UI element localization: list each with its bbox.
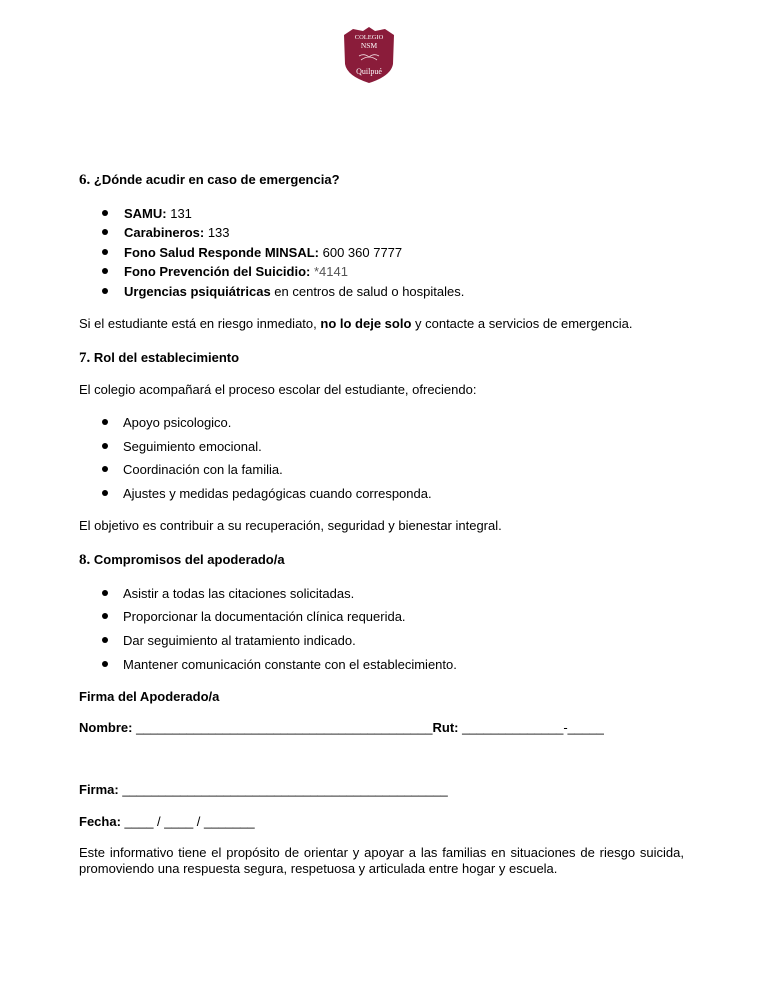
list-item: Seguimiento emocional.	[123, 439, 262, 454]
emergency-item-carabineros	[124, 225, 230, 241]
emergency-label: Fono Salud Responde MINSAL:	[124, 245, 319, 260]
bullet-icon	[102, 466, 108, 472]
bullet-icon	[102, 661, 108, 667]
nombre-field[interactable]: _________________________________________	[132, 720, 433, 735]
section-7-number: 7.	[79, 350, 91, 366]
nombre-rut-line	[79, 720, 604, 736]
signature-title: Firma del Apoderado/a	[79, 689, 220, 704]
firma-label: Firma:	[79, 782, 119, 797]
nombre-label: Nombre:	[79, 720, 133, 735]
list-item: Dar seguimiento al tratamiento indicado.	[123, 633, 356, 648]
bullet-icon	[102, 288, 108, 294]
fecha-line	[79, 814, 255, 830]
section-6-title: ¿Dónde acudir en caso de emergencia?	[93, 172, 340, 187]
note-text: Si el estudiante está en riesgo inmediato,	[79, 316, 321, 331]
bullet-icon	[102, 229, 108, 235]
section-7-outro: El objetivo es contribuir a su recuperación, seguridad y bienestar integral.	[79, 518, 502, 533]
list-item: Proporcionar la documentación clínica requerida.	[123, 609, 406, 624]
emergency-label: Fono Prevención del Suicidio:	[124, 264, 311, 279]
fecha-label: Fecha:	[79, 814, 121, 829]
rut-field[interactable]: ______________-_____	[458, 720, 604, 735]
crest-line1: COLEGIO	[354, 34, 384, 41]
rut-label: Rut:	[432, 720, 459, 735]
bullet-icon	[102, 443, 108, 449]
bullet-icon	[102, 490, 108, 496]
section-7-title: Rol del establecimiento	[93, 350, 240, 365]
bullet-icon	[102, 249, 108, 255]
emergency-value: *4141	[310, 264, 348, 279]
emergency-label: Carabineros:	[124, 225, 205, 240]
bullet-icon	[102, 613, 108, 619]
bullet-icon	[102, 590, 108, 596]
emergency-value: 131	[166, 206, 192, 221]
note-emphasis: no lo deje solo	[320, 316, 412, 331]
section-6-heading	[79, 172, 340, 188]
emergency-value: 600 360 7777	[319, 245, 403, 260]
list-item: Asistir a todas las citaciones solicitadas.	[123, 586, 355, 601]
section-7-heading	[79, 350, 239, 366]
firma-line	[79, 782, 448, 798]
bullet-icon	[102, 419, 108, 425]
closing-paragraph: Este informativo tiene el propósito de orientar y apoyar a las familias en situaciones de riesgo suicida, promoviendo una respuesta segura, respetuosa y articulada entre hogar y escuela.	[79, 845, 684, 876]
list-item: Apoyo psicologico.	[123, 415, 232, 430]
section-8-number: 8.	[79, 552, 91, 568]
list-item: Ajustes y medidas pedagógicas cuando corresponda.	[123, 486, 432, 501]
emergency-item-psychiatric	[124, 284, 464, 300]
list-item: Mantener comunicación constante con el establecimiento.	[123, 657, 457, 672]
section-7-intro: El colegio acompañará el proceso escolar del estudiante, ofreciendo:	[79, 382, 477, 397]
crest-line3: Quilpué	[356, 67, 382, 76]
emergency-label: SAMU:	[124, 206, 167, 221]
bullet-icon	[102, 268, 108, 274]
emergency-item-minsal	[124, 245, 402, 261]
school-crest-logo	[342, 26, 396, 84]
emergency-item-suicide-prevention	[124, 264, 348, 280]
emergency-label: Urgencias psiquiátricas	[124, 284, 271, 299]
section-6-number: 6.	[79, 172, 91, 188]
crest-line2: NSM	[360, 41, 378, 50]
emergency-item-samu	[124, 206, 192, 222]
firma-field[interactable]: _____________________________________________	[118, 782, 448, 797]
emergency-value: en centros de salud o hospitales.	[270, 284, 465, 299]
section-8-title: Compromisos del apoderado/a	[93, 552, 285, 567]
bullet-icon	[102, 210, 108, 216]
note-text: y contacte a servicios de emergencia.	[411, 316, 633, 331]
list-item: Coordinación con la familia.	[123, 462, 283, 477]
bullet-icon	[102, 637, 108, 643]
emergency-value: 133	[204, 225, 230, 240]
emergency-note	[79, 316, 633, 332]
fecha-field[interactable]: ____ / ____ / _______	[120, 814, 255, 829]
section-8-heading	[79, 552, 285, 568]
